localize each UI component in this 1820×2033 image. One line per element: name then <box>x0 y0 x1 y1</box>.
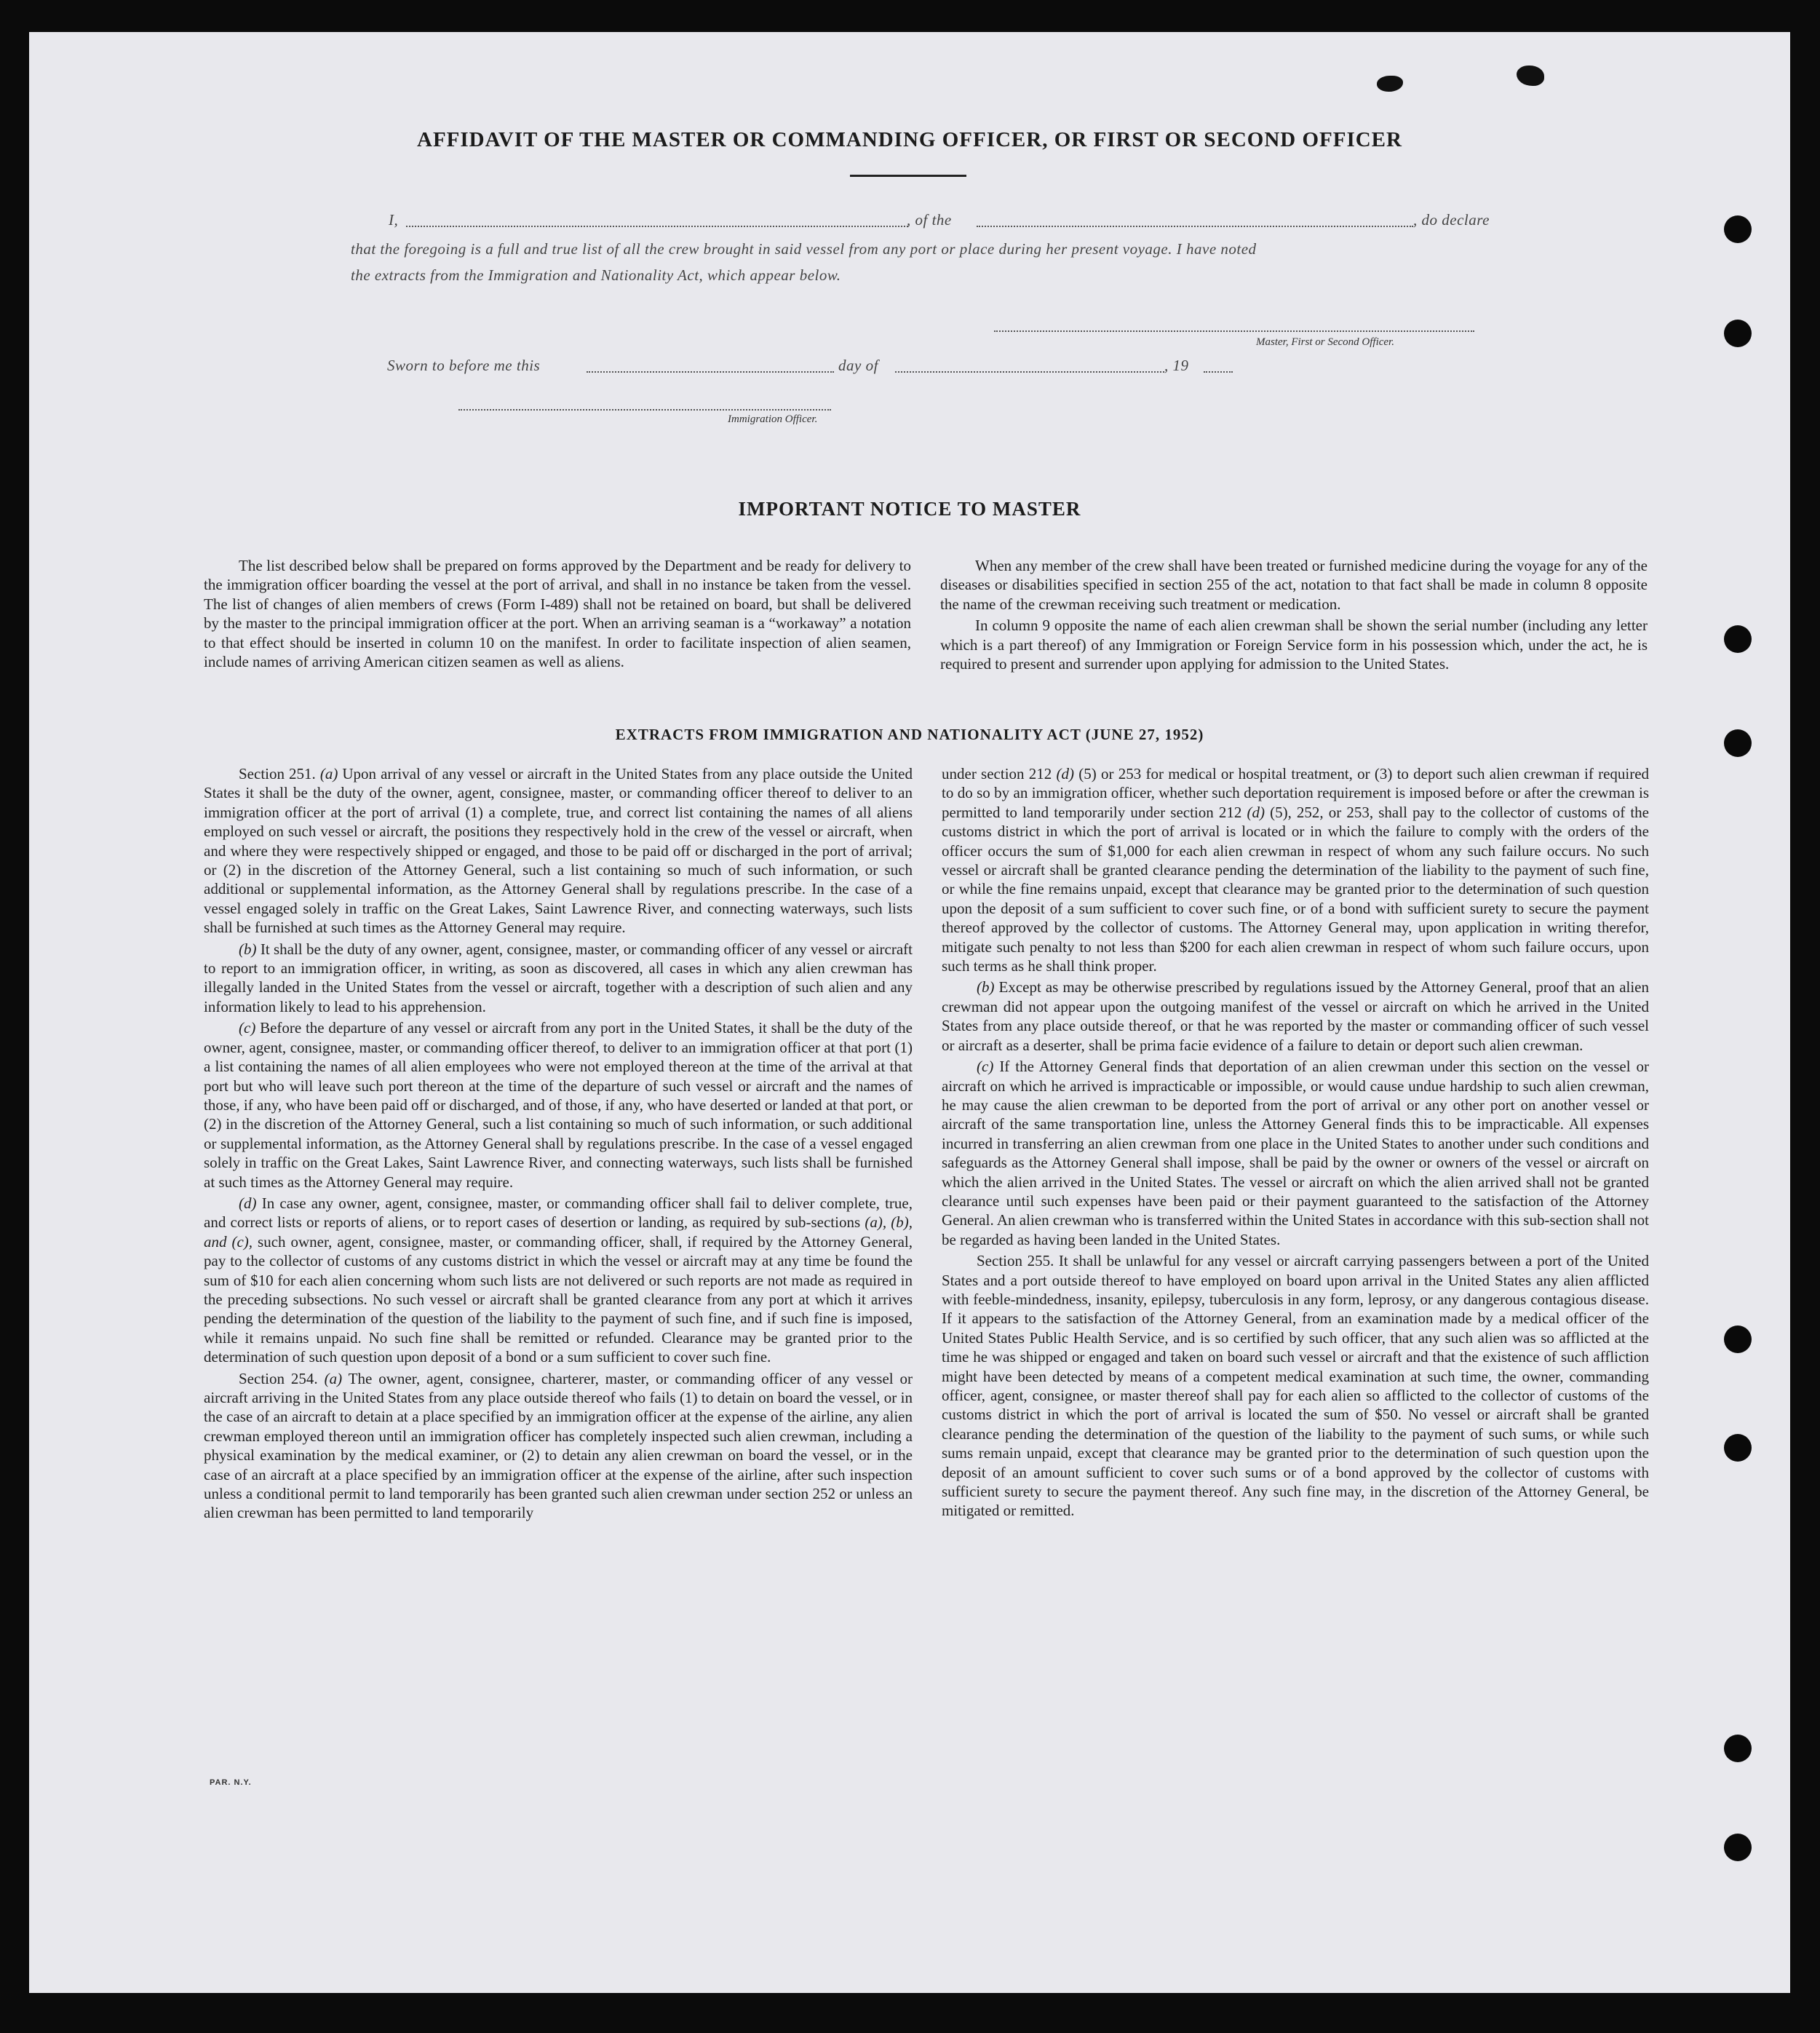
punch-hole-icon <box>1724 625 1752 653</box>
section-254a-start <box>204 1369 913 1523</box>
section-251b-mark: (b) <box>239 940 257 958</box>
notice-title: IMPORTANT NOTICE TO MASTER <box>738 498 1081 520</box>
section-251d <box>204 1194 913 1367</box>
section-254a-right-3: (5), 252, or 253, shall pay to the collector of customs of the customs district in which the port of arrival is located or in which the failure to comply with the orders of the officer occurs the sum of $1,000 for each alien crewman in respect of whom any such failure occurs. No such vessel or aircraft shall be granted clearance pending the determination of the liability to the payment of such fine, or while the fine remains unpaid, except that clearance may be granted prior to the determination of such question upon the deposit of a sum sufficient to cover such fine, or of a bond with sufficient surety to secure the payment thereof approved by the collector of customs. The Attorney General may, upon application in writing therefor, mitigate such penalty to not less than $200 for each alien crewman in respect of whom such failure occurs, upon such terms as he shall think proper. <box>942 803 1650 975</box>
officer-signature-field[interactable] <box>458 409 831 411</box>
ink-blot-icon <box>1377 76 1403 92</box>
declare-label: , do declare <box>1413 211 1490 229</box>
i-label: I, <box>389 211 399 229</box>
officer-signature-label: Immigration Officer. <box>728 413 818 425</box>
section-251d-text-2: such owner, agent, consignee, master, or commanding officer, shall, if required by the Attorney General, pay to the collector of customs of any customs district in which the vessel or aircraft may at any time be found the sum of $10 for each alien concerning whom such lists are not delivered or such reports are not made as required in the preceding subsections. No such vessel or aircraft shall be granted clearance from any port at which it arrives pending the determination of the question of the liability to the payment of such fine, and if such fine is imposed, while it remains unpaid. No such fine shall be remitted or refunded. Clearance may be granted prior to the determination of such question upon deposit of a bond or a sum sufficient to cover such fine. <box>204 1232 913 1366</box>
section-251a <box>204 764 913 938</box>
master-signature-field[interactable] <box>994 330 1474 332</box>
section-254b <box>942 978 1649 1055</box>
section-251c <box>204 1018 913 1192</box>
punch-hole-icon <box>1724 1434 1752 1462</box>
punch-hole-icon <box>1724 320 1752 347</box>
title-rule <box>850 175 966 177</box>
section-251d-refs: (a), (b), and (c), <box>204 1213 913 1251</box>
section-251c-text: Before the departure of any vessel or aircraft from any port in the United States, it shall be the duty of the owner, agent, consignee, master, or commanding officer thereof, to deliver to an immigration officer at that port (1) a list containing the names of all alien employees who were not employed thereon at the time of the arrival at that port but who will leave such port thereon at the time of the departure of such vessel or aircraft and the names of those, if any, who have been paid off or discharged, and of those, if any, who have deserted or landed at that port, or (2) in the discretion of the Attorney General, such a list containing so much of such information, or such additional or supplemental information, as the Attorney General shall by regulations prescribe. In the case of a vessel engaged solely in traffic on the Great Lakes, Saint Lawrence River, and connecting waterways, such lists shall be furnished at such times as the Attorney General may require. <box>204 1019 913 1191</box>
punch-hole-icon <box>1724 729 1752 757</box>
section-251b <box>204 940 913 1017</box>
section-254a-right-ref-2: (d) <box>1247 803 1265 821</box>
vessel-field[interactable] <box>977 226 1413 227</box>
punch-hole-icon <box>1724 1834 1752 1861</box>
section-251a-text: Upon arrival of any vessel or aircraft in the United States from any place outside the United States it shall be the duty of the owner, agent, consignee, master, or commanding officer thereof to deliver to an immigration officer at the port of arrival (1) a complete, true, and correct list containing the names of all aliens employed on such vessel or aircraft, the positions they respectively hold in the crew of the vessel or aircraft, when and where they were respectively shipped or engaged, and those to be paid off or discharged in the port of arrival; or (2) in the discretion of the Attorney General, such a list containing so much of such information, or such additional or supplemental information, as the Attorney General shall by regulations prescribe. In the case of a vessel engaged solely in traffic on the Great Lakes, Saint Lawrence River, and connecting waterways, such lists shall be furnished at such times as the Attorney General may require. <box>204 765 913 937</box>
section-254a-head: Section 254. <box>239 1369 318 1387</box>
declaration-line-1: that the foregoing is a full and true list of all the crew brought in said vessel from any port or place during her present voyage. I have noted <box>351 240 1257 258</box>
section-255: Section 255. It shall be unlawful for any vessel or aircraft carrying passengers between a port of the United States and a port outside thereof to have employed on board upon arrival in the United States any alien afflicted with feeble-mindedness, insanity, epilepsy, tuberculosis in any form, leprosy, or any dangerous contagious disease. If it appears to the satisfaction of the Attorney General, from an examination made by a medical officer of the United States Public Health Service, and is so certified by such officer, that any such alien was so afflicted at the time he was shipped or engaged and taken on board such vessel or aircraft and that the existence of such affliction might have been detected by means of a competent medical examination at such time, the owner, commanding officer, agent, consignee, or master thereof shall pay for each alien so afflicted to the collector of customs of the customs district in which the port of arrival is located the sum of $50. No vessel or aircraft shall be granted clearance pending the determination of the question of the liability to the payment of such sums, or while such sums remain unpaid, except that clearance may be granted prior to the determination of such question upon the deposit of an amount sufficient to cover such sums or of a bond approved by the collector of customs with sufficient surety to secure the payment thereof. Any such fine may, in the discretion of the Attorney General, be mitigated or remitted. <box>942 1252 1649 1520</box>
extracts-right-column <box>942 764 1649 1521</box>
section-254a-right-ref-1: (d) <box>1056 765 1075 782</box>
section-251b-text: It shall be the duty of any owner, agent, consignee, master, or commanding officer of any vessel or aircraft to report to an immigration officer, in writing, as soon as discovered, all cases in which any alien crewman has illegally landed in the United States from the vessel or aircraft, together with a description of such alien and any information likely to lead to his apprehension. <box>204 940 913 1015</box>
notice-left-paragraph: The list described below shall be prepared on forms approved by the Department and be ready for delivery to the immigration officer boarding the vessel at the port of arrival, and shall in no instance be taken from the vessel. The list of changes of alien members of crews (Form I-489) shall not be retained on board, but shall be delivered by the master to the principal immigration officer at the port. When an arriving seaman is a “workaway” a notation to that effect should be inserted in column 10 on the manifest. In order to facilitate inspection of alien seamen, include names of arriving American citizen seamen as well as aliens. <box>204 557 911 671</box>
notice-right-paragraph-2: In column 9 opposite the name of each alien crewman shall be shown the serial number (including any letter which is a part thereof) of any Immigration or Foreign Service form in his possession which, under the act, he is required to present and surrender upon applying for admission to the United States. <box>940 617 1648 673</box>
sworn-year-field[interactable] <box>1204 371 1233 373</box>
printer-mark: PAR. N.Y. <box>210 1778 252 1787</box>
section-254c <box>942 1057 1649 1249</box>
notice-right-paragraph-1: When any member of the crew shall have been treated or furnished medicine during the voyage for any of the diseases or disabilities specified in section 255 of the act, notation to that fact shall be made in column 8 opposite the name of the crewman receiving such treatment or medication. <box>940 557 1648 613</box>
affidavit-title: AFFIDAVIT OF THE MASTER OR COMMANDING OFFICER, OR FIRST OR SECOND OFFICER <box>417 128 1402 151</box>
punch-hole-icon <box>1724 215 1752 243</box>
section-251a-head: Section 251. <box>239 765 316 782</box>
document-page <box>29 32 1790 1993</box>
year-label: , 19 <box>1164 357 1189 374</box>
sworn-day-field[interactable] <box>587 371 834 373</box>
section-254c-text: If the Attorney General finds that deportation of an alien crewman under this section on the vessel or aircraft on which he arrived is impracticable or impossible, or would cause undue hardship to such alien crewman, he may cause the alien crewman to be deported from the port of arrival or any other port on another vessel or aircraft of the same transportation line, unless the Attorney General finds this to be impracticable. All expenses incurred in transferring an alien crewman from one place in the United States to another under such conditions and safeguards as the Attorney General shall impose, shall be paid by the owner or owners of the vessel or aircraft on which the alien arrived in the United States. The vessel or aircraft on which the alien arrived shall not be granted clearance until such expenses have been paid or their payment guaranteed to the satisfaction of the Attorney General. An alien crewman who is transferred within the United States in accordance with this sub-section shall not be regarded as having been landed in the United States. <box>942 1058 1650 1248</box>
day-of-label: day of <box>838 357 878 374</box>
declaration-line-2: the extracts from the Immigration and Nationality Act, which appear below. <box>351 266 841 284</box>
extracts-left-column <box>204 764 913 1523</box>
section-251d-mark: (d) <box>239 1194 257 1212</box>
notice-right-column <box>940 556 1648 673</box>
name-field[interactable] <box>406 226 908 227</box>
punch-hole-icon <box>1724 1735 1752 1762</box>
section-254b-text: Except as may be otherwise prescribed by regulations issued by the Attorney General, proof that an alien crewman did not appear upon the outgoing manifest of the vessel or aircraft on which he arrived in the United States from any place outside thereof, or that he was reported by the master or commanding officer of such vessel or aircraft as a deserter, shall be prima facie evidence of a failure to detain or deport such alien crewman. <box>942 978 1650 1054</box>
section-254a-continued <box>942 764 1649 975</box>
master-signature-label: Master, First or Second Officer. <box>1256 336 1394 348</box>
section-254a-right-1: under section 212 <box>942 765 1052 782</box>
section-254b-mark: (b) <box>977 978 995 996</box>
sworn-month-field[interactable] <box>895 371 1164 373</box>
sworn-label: Sworn to before me this <box>387 357 541 374</box>
section-251d-text-1: In case any owner, agent, consignee, master, or commanding officer shall fail to deliver complete, true, and correct lists or reports of aliens, or to report cases of desertion or landing, as required by sub-sections <box>204 1194 913 1232</box>
section-254a-right-2: (5) or 253 for medical or hospital treatment, or (3) to deport such alien crewman if required to do so by an immigration officer, whether such deportation requirement is imposed before or after the crewman is permitted to land temporarily under section 212 <box>942 765 1650 821</box>
section-254c-mark: (c) <box>977 1058 994 1076</box>
notice-left-column <box>204 556 911 671</box>
punch-hole-icon <box>1724 1325 1752 1353</box>
extracts-title: EXTRACTS FROM IMMIGRATION AND NATIONALITY ACT (JUNE 27, 1952) <box>615 726 1204 743</box>
section-254a-text-left: The owner, agent, consignee, charterer, master, or commanding officer of any vessel or aircraft arriving in the United States from any place outside thereof who fails (1) to detain on board the vessel, or in the case of an aircraft to detain at a place specified by an immigration officer at the expense of the airline, any alien crewman employed thereon until an immigration officer has completely inspected such alien crewman, including a physical examination by the medical examiner, or (2) to detain any alien crewman on board the vessel, or in the case of an aircraft at a place specified by an immigration officer at the expense of the airline, after such inspection unless a conditional permit to land temporarily has been granted such alien crewman under section 252 or unless an alien crewman has been permitted to land temporarily <box>204 1369 913 1522</box>
section-251c-mark: (c) <box>239 1019 256 1037</box>
section-251a-mark: (a) <box>319 765 338 782</box>
ink-blot-icon <box>1517 66 1544 86</box>
section-254a-mark: (a) <box>324 1369 343 1387</box>
of-the-label: , of the <box>907 211 952 229</box>
